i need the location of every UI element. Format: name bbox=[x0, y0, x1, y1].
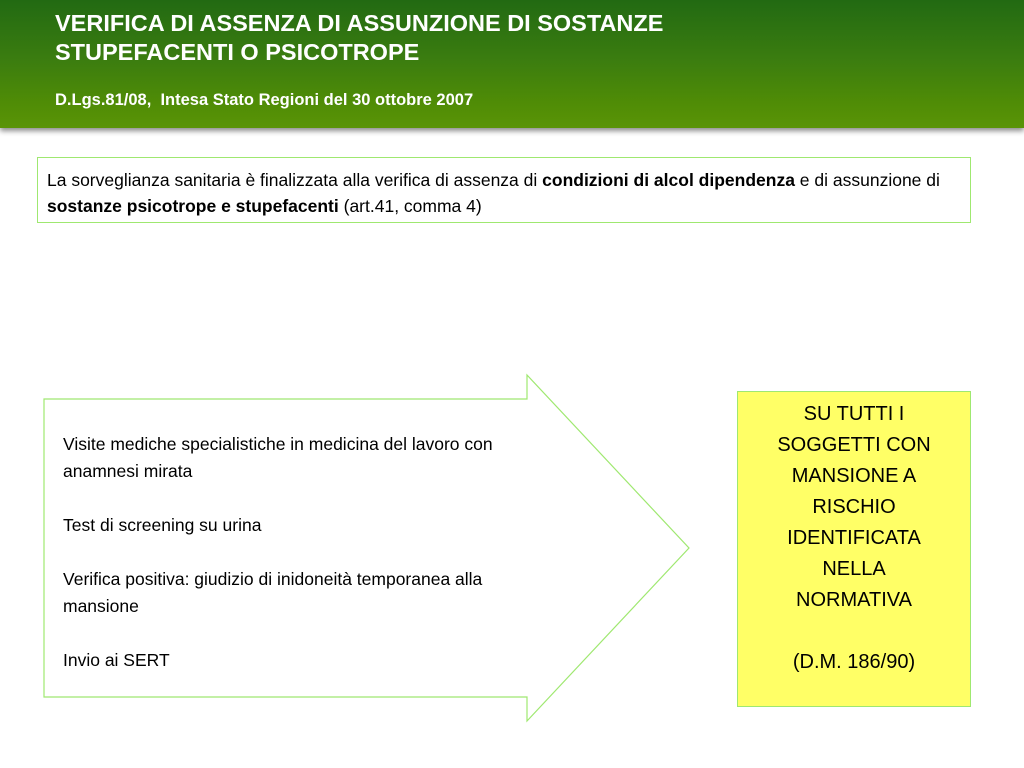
arrow-item-urine-screening: Test di screening su urina bbox=[63, 515, 262, 535]
slide-title-line-1: VERIFICA DI ASSENZA DI ASSUNZIONE DI SOSTANZE bbox=[55, 10, 664, 36]
arrow-item-list bbox=[63, 431, 533, 674]
intro-text-part-1: La sorveglianza sanitaria è finalizzata alla verifica di assenza di bbox=[47, 170, 543, 190]
target-reference: (D.M. 186/90) bbox=[792, 651, 916, 673]
slide-subtitle: D.Lgs.81/08, Intesa Stato Regioni del 30 ottobre 2007 bbox=[55, 91, 474, 109]
intro-bold-substances: sostanze psicotrope e stupefacenti bbox=[47, 196, 339, 216]
target-line-7: NORMATIVA bbox=[796, 589, 912, 611]
intro-text-part-2: e di assunzione di bbox=[794, 170, 940, 190]
arrow-item-sert-referral: Invio ai SERT bbox=[63, 650, 170, 670]
target-subjects-box bbox=[737, 391, 971, 707]
target-line-6: NELLA bbox=[822, 558, 886, 580]
target-line-4: RISCHIO bbox=[812, 496, 896, 518]
slide-title-line-2: STUPEFACENTI O PSICOTROPE bbox=[55, 39, 420, 65]
arrow-item-positive-verification: Verifica positiva: giudizio di inidoneità temporanea alla mansione bbox=[63, 569, 483, 616]
target-line-2: SOGGETTI CON bbox=[777, 434, 931, 456]
target-spacer bbox=[744, 616, 964, 647]
target-line-3: MANSIONE A bbox=[791, 465, 917, 487]
target-line-1: SU TUTTI I bbox=[803, 403, 905, 425]
arrow-item-medical-visits: Visite mediche specialistiche in medicina del lavoro con anamnesi mirata bbox=[63, 434, 493, 481]
intro-text-part-3: (art.41, comma 4) bbox=[338, 196, 482, 216]
intro-bold-alcohol-dependence: condizioni di alcol dipendenza bbox=[542, 170, 795, 190]
target-line-5: IDENTIFICATA bbox=[787, 527, 921, 549]
